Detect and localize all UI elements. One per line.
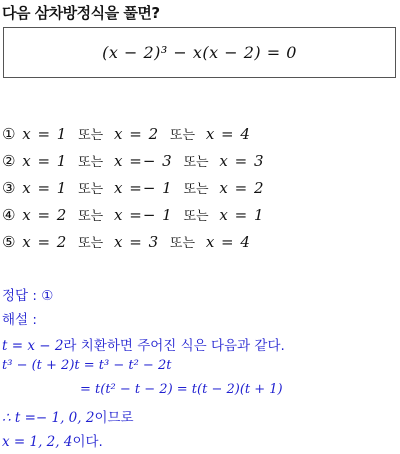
choice-root-c: x = 2: [219, 179, 265, 197]
choice-separator: 또는: [183, 209, 209, 224]
choice-root-c: x = 1: [219, 206, 265, 224]
choice-separator: 또는: [78, 128, 104, 143]
choice-root-b: x = 2: [114, 125, 160, 143]
choice-separator: 또는: [78, 182, 104, 197]
choice-root-a: x = 1: [22, 152, 68, 170]
choice-number: ④: [2, 206, 16, 224]
choice-separator: 또는: [78, 155, 104, 170]
choice-separator: 또는: [169, 128, 196, 143]
choice-root-b: x =− 3: [114, 152, 173, 170]
choice-separator: 또는: [78, 236, 104, 251]
choice-root-b: x =− 1: [114, 206, 173, 224]
choice-4[interactable]: [2, 205, 265, 232]
choice-root-b: x = 3: [114, 233, 160, 251]
x-roots-line: [2, 430, 285, 454]
equation: (x − 2)³ − x(x − 2) = 0: [102, 43, 297, 62]
substitution-line: [2, 334, 285, 358]
choice-number: ⑤: [2, 233, 16, 251]
choice-number: ②: [2, 152, 16, 170]
x-roots-expr: x = 1, 2, 4: [2, 434, 73, 450]
substitution-text: 라 치환하면 주어진 식은 다음과 같다.: [63, 338, 285, 354]
choice-list: [2, 124, 265, 259]
choice-number: ①: [2, 125, 16, 143]
choice-root-c: x = 4: [205, 125, 251, 143]
expansion-line: t³ − (t + 2)t = t³ − t² − 2t: [2, 358, 172, 373]
t-roots-expr: ∴ t =− 1, 0, 2: [2, 410, 95, 426]
substitution-expr: t = x − 2: [2, 338, 64, 354]
choice-separator: 또는: [183, 182, 209, 197]
choice-separator: 또는: [78, 209, 104, 224]
t-roots-text: 이므로: [94, 410, 134, 426]
choice-root-c: x = 4: [205, 233, 251, 251]
x-roots-text: 이다.: [72, 434, 103, 450]
choice-root-a: x = 2: [22, 206, 68, 224]
choice-5[interactable]: [2, 232, 265, 259]
solution-section: [2, 284, 285, 454]
question-title: 다음 삼차방정식을 풀면?: [2, 4, 160, 22]
t-roots-line: [2, 406, 285, 430]
choice-1[interactable]: [2, 124, 265, 151]
factor-line: = t(t² − t − 2) = t(t − 2)(t + 1): [80, 382, 283, 397]
equation-box: [3, 27, 396, 78]
choice-2[interactable]: [2, 151, 265, 178]
choice-number: ③: [2, 179, 16, 197]
choice-separator: 또는: [169, 236, 196, 251]
choice-root-a: x = 1: [22, 179, 68, 197]
explanation-label: 해설 :: [2, 312, 37, 328]
choice-root-a: x = 2: [22, 233, 68, 251]
choice-root-b: x =− 1: [114, 179, 173, 197]
choice-3[interactable]: [2, 178, 265, 205]
answer-label: 정답 : ①: [2, 288, 54, 304]
choice-separator: 또는: [183, 155, 209, 170]
choice-root-c: x = 3: [219, 152, 265, 170]
choice-root-a: x = 1: [22, 125, 68, 143]
